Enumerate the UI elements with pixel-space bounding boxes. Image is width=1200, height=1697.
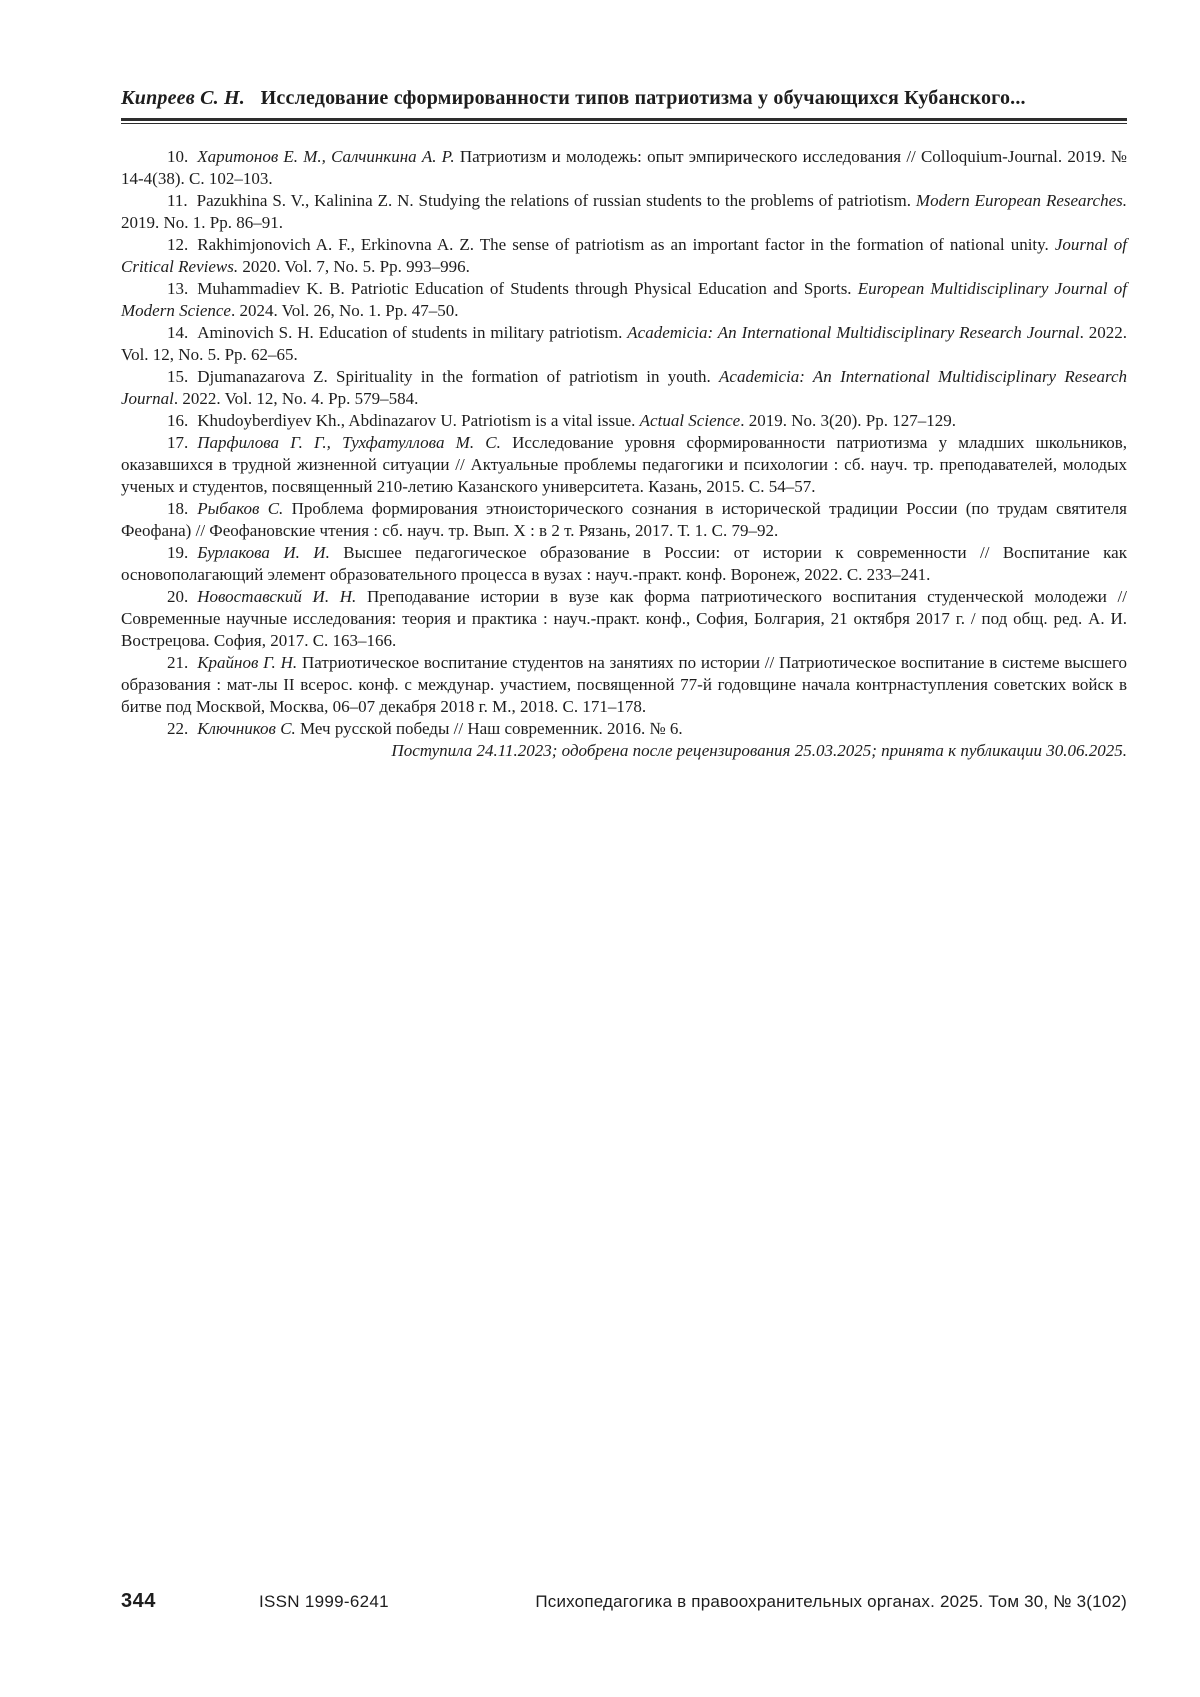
- footer-page-number: 344: [121, 1590, 156, 1612]
- reference-item: [121, 278, 1127, 322]
- reference-text-italic: Харитонов Е. М., Салчинкина А. Р.: [197, 147, 455, 166]
- reference-text: Проблема формирования этноисторического сознания в исторической традиции России (по трудам святителя Феофана) // Феофановские чтения : сб. науч. тр. Вып. X : в 2 т. Рязань, 2017. Т. 1. С. 79–92.: [121, 499, 1127, 540]
- reference-item: [121, 322, 1127, 366]
- reference-text: Патриотизм и молодежь: опыт эмпирического исследования // Colloquium-Journal. 2019. № 14-4(38). С. 102–103.: [121, 147, 1127, 188]
- reference-text: . 2019. No. 3(20). Pp. 127–129.: [740, 411, 957, 430]
- reference-item: [121, 718, 1127, 740]
- reference-item: [121, 498, 1127, 542]
- running-head: [121, 87, 1127, 110]
- reference-number: 21.: [167, 653, 189, 672]
- reference-text: Патриотическое воспитание студентов на занятиях по истории // Патриотическое воспитание в системе высшего образования : мат-лы II всерос. конф. с междунар. участием, посвященной 77-й годовщине начала контрнаступления советских войск в битве под Москвой, Москва, 06–07 декабря 2018 г. М., 2018. С. 171–178.: [121, 653, 1127, 716]
- reference-text-italic: Парфилова Г. Г., Тухфатуллова М. С.: [197, 433, 501, 452]
- reference-text-italic: European Multidisciplinary Journal of Modern Science: [121, 279, 1127, 320]
- reference-item: [121, 652, 1127, 718]
- running-head-author: Кипреев С. Н.: [121, 87, 245, 109]
- reference-text: Pazukhina S. V., Kalinina Z. N. Studying the relations of russian students to the problems of patriotism.: [196, 191, 916, 210]
- reference-number: 12.: [167, 235, 189, 254]
- reference-text: Muhammadiev K. B. Patriotic Education of Students through Physical Education and Sports.: [197, 279, 858, 298]
- reference-number: 15.: [167, 367, 189, 386]
- reference-number: 17.: [167, 433, 189, 452]
- reference-text-italic: Journal of Critical Reviews.: [121, 235, 1128, 276]
- reference-text: . 2022. Vol. 12, No. 5. Pp. 62–65.: [121, 323, 1128, 364]
- reference-item: [121, 410, 1127, 432]
- footer-journal-title: Психопедагогика в правоохранительных органах. 2025. Том 30, № 3(102): [535, 1592, 1127, 1611]
- reference-item: [121, 190, 1127, 234]
- reference-text-italic: Ключников С.: [197, 719, 296, 738]
- reference-text-italic: Actual Science: [639, 411, 741, 430]
- reference-number: 14.: [167, 323, 189, 342]
- received-accepted-line: Поступила 24.11.2023; одобрена после рецензирования 25.03.2025; принята к публикации 30.06.2025.: [391, 741, 1127, 760]
- reference-number: 19.: [167, 543, 189, 562]
- reference-text: 2019. No. 1. Pp. 86–91.: [121, 213, 283, 232]
- reference-text-italic: Academicia: An International Multidisciplinary Research Journal: [121, 367, 1127, 408]
- reference-text: Khudoyberdiyev Kh., Abdinazarov U. Patriotism is a vital issue.: [197, 411, 640, 430]
- reference-text: Djumanazarova Z. Spirituality in the formation of patriotism in youth.: [197, 367, 720, 386]
- reference-text: . 2024. Vol. 26, No. 1. Pp. 47–50.: [230, 301, 459, 320]
- reference-text: Высшее педагогическое образование в России: от истории к современности // Воспитание как основополагающий элемент образовательного процесса в вузах : науч.-практ. конф. Воронеж, 2022. С. 233–241.: [121, 543, 1127, 584]
- reference-text-italic: Новоставский И. Н.: [197, 587, 357, 606]
- reference-number: 20.: [167, 587, 189, 606]
- running-head-spacer: [250, 87, 255, 109]
- reference-number: 16.: [167, 411, 189, 430]
- reference-text: Преподавание истории в вузе как форма патриотического воспитания студенческой молодежи // Современные научные исследования: теория и практика : науч.-практ. конф., София, Болгария, 21 октября 2017 г. / под общ. ред. А. И. Вострецова. София, 2017. С. 163–166.: [121, 587, 1128, 650]
- reference-text-italic: Рыбаков С.: [197, 499, 284, 518]
- page-footer: [121, 1590, 1127, 1616]
- reference-text: Aminovich S. H. Education of students in military patriotism.: [197, 323, 628, 342]
- references-list: [121, 146, 1127, 762]
- reference-number: 11.: [167, 191, 188, 210]
- running-head-title: Исследование сформированности типов патриотизма у обучающихся Кубанского...: [260, 87, 1026, 109]
- reference-text: . 2022. Vol. 12, No. 4. Pp. 579–584.: [173, 389, 419, 408]
- reference-text: Меч русской победы // Наш современник. 2016. № 6.: [295, 719, 683, 738]
- reference-text-italic: Modern European Researches.: [915, 191, 1127, 210]
- reference-text-italic: Крайнов Г. Н.: [197, 653, 298, 672]
- reference-text: Исследование уровня сформированности патриотизма у младших школьников, оказавшихся в трудной жизненной ситуации // Актуальные проблемы педагогики и психологии : сб. науч. тр. преподавателей, молодых ученых и студентов, посвященный 210-летию Казанского университета. Казань, 2015. С. 54–57.: [121, 433, 1128, 496]
- reference-item: [121, 432, 1127, 498]
- reference-text-italic: Academicia: An International Multidisciplinary Research Journal: [627, 323, 1080, 342]
- reference-item: [121, 234, 1127, 278]
- footer-issn: ISSN 1999-6241: [259, 1592, 389, 1611]
- reference-number: 10.: [167, 147, 189, 166]
- reference-text: Rakhimjonovich A. F., Erkinovna A. Z. The sense of patriotism as an important factor in the formation of national unity.: [197, 235, 1055, 254]
- reference-item: [121, 542, 1127, 586]
- reference-number: 22.: [167, 719, 189, 738]
- reference-item: [121, 366, 1127, 410]
- reference-text: 2020. Vol. 7, No. 5. Pp. 993–996.: [238, 257, 470, 276]
- header-double-rule: [121, 118, 1127, 124]
- reference-number: 18.: [167, 499, 189, 518]
- reference-item: [121, 586, 1127, 652]
- reference-item: [121, 146, 1127, 190]
- reference-number: 13.: [167, 279, 189, 298]
- reference-text-italic: Бурлакова И. И.: [197, 543, 330, 562]
